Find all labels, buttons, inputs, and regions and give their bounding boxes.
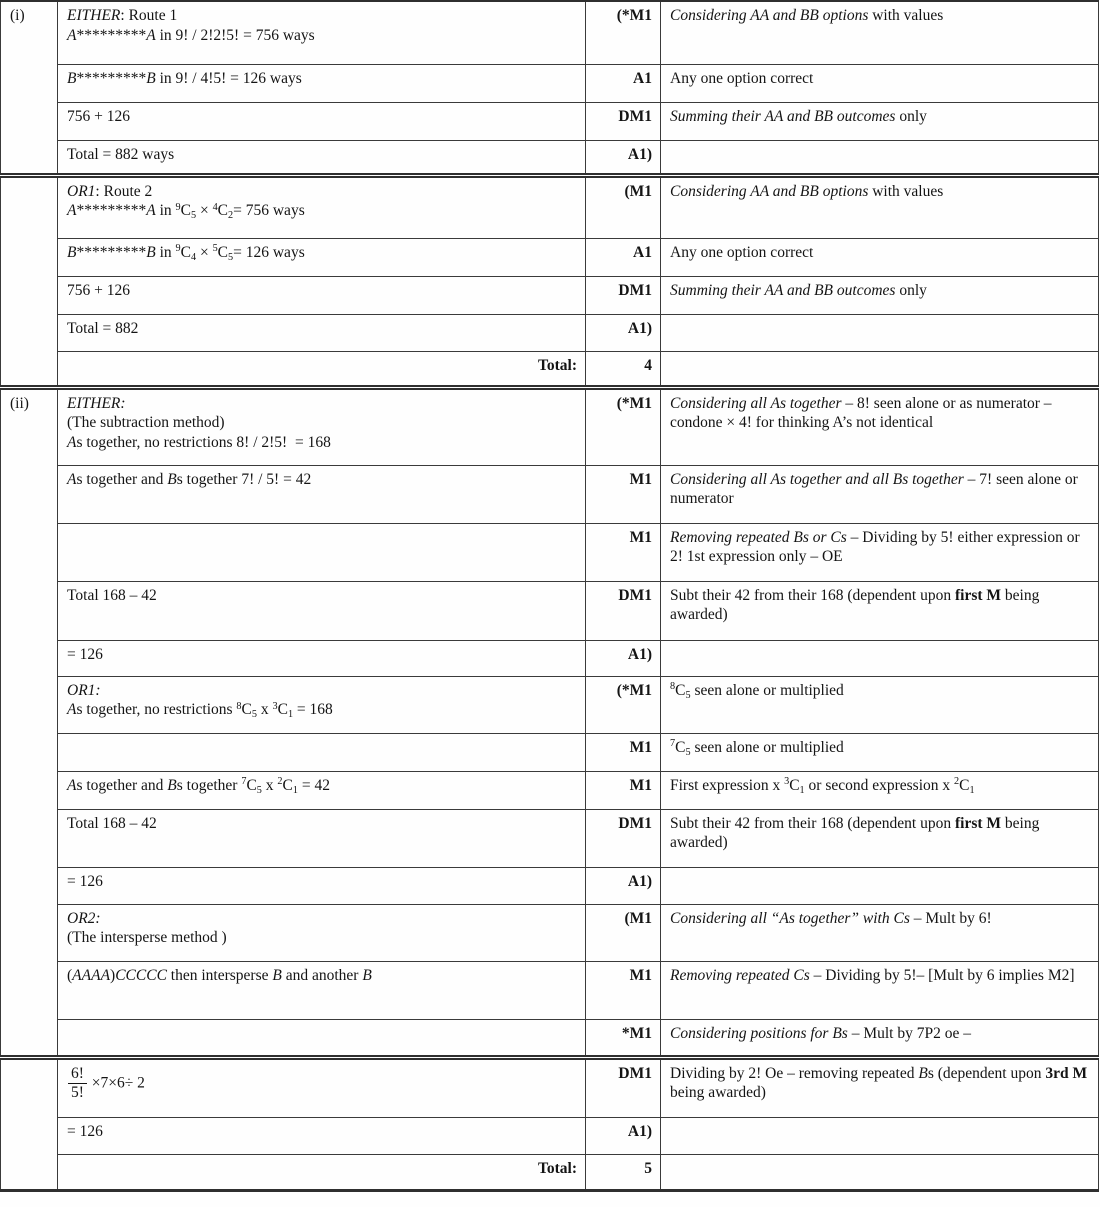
comment-cell — [661, 351, 1099, 387]
comment-cell — [661, 1154, 1099, 1190]
comment-cell — [661, 867, 1099, 904]
working-cell: B*********B in 9! / 4!5! = 126 ways — [58, 64, 586, 102]
comment-cell: Considering all As together and all Bs together – 7! seen alone or numerator — [661, 465, 1099, 523]
table-row — [1, 581, 1099, 640]
table-row — [1, 867, 1099, 904]
table-row — [1, 771, 1099, 809]
working-cell: OR2: (The intersperse method ) — [58, 904, 586, 961]
mark-cell: 4 — [586, 351, 661, 387]
table-row — [1, 904, 1099, 961]
working-cell: OR1: Route 2 A*********A in $^9C_5 \times ^4C_2= 756$ ways — [58, 175, 586, 238]
table-row — [1, 1154, 1099, 1190]
table-row — [1, 140, 1099, 175]
table-row — [1, 733, 1099, 771]
mark-cell: 5 — [586, 1154, 661, 1190]
working-cell: As together and Bs together 7! / 5! = 42 — [58, 465, 586, 523]
table-row — [1, 387, 1099, 465]
comment-cell: Removing repeated Bs or Cs – Dividing by 5! either expression or 2! 1st expression only – OE — [661, 523, 1099, 581]
working-cell: = 126 — [58, 867, 586, 904]
working-cell: (AAAA)CCCCC then intersperse B and another B — [58, 961, 586, 1019]
working-cell: As together and Bs together $^7C_5$ x $^2C_1 = 42$ — [58, 771, 586, 809]
comment-cell — [661, 640, 1099, 676]
comment-cell: Summing their AA and BB outcomes only — [661, 102, 1099, 140]
table-row — [1, 465, 1099, 523]
table-row — [1, 640, 1099, 676]
mark-cell: (*M1 — [586, 676, 661, 733]
comment-cell: Considering all “As together” with Cs – Mult by 6! — [661, 904, 1099, 961]
mark-cell: A1) — [586, 314, 661, 351]
working-cell: Total 168 – 42 — [58, 581, 586, 640]
table-row — [1, 351, 1099, 387]
part-label: (ii) — [1, 387, 58, 1057]
working-cell: Total = 882 ways — [58, 140, 586, 175]
comment-cell: $^7C_5$ seen alone or multiplied — [661, 733, 1099, 771]
mark-cell: (M1 — [586, 175, 661, 238]
table-row — [1, 1057, 1099, 1117]
mark-cell: DM1 — [586, 102, 661, 140]
working-cell: = 126 — [58, 640, 586, 676]
working-cell — [58, 523, 586, 581]
mark-cell: *M1 — [586, 1019, 661, 1057]
table-row — [1, 676, 1099, 733]
comment-cell: $^8C_5$ seen alone or multiplied — [661, 676, 1099, 733]
table-row — [1, 1019, 1099, 1057]
table-row — [1, 961, 1099, 1019]
mark-cell: A1 — [586, 64, 661, 102]
working-cell: OR1: As together, no restrictions $^8C_5$ x $^3C_1 = 168$ — [58, 676, 586, 733]
mark-cell: A1 — [586, 238, 661, 276]
comment-cell: Dividing by 2! Oe – removing repeated Bs (dependent upon 3rd M being awarded) — [661, 1057, 1099, 1117]
table-row — [1, 1, 1099, 64]
mark-cell: DM1 — [586, 276, 661, 314]
working-cell: $\frac{6!}{5!}$ ×7×6÷ 2 — [58, 1057, 586, 1117]
mark-cell: DM1 — [586, 1057, 661, 1117]
working-cell — [58, 1019, 586, 1057]
table-row — [1, 175, 1099, 238]
table-row — [1, 64, 1099, 102]
working-cell: Total 168 – 42 — [58, 809, 586, 867]
working-cell: B*********B in $^9C_4 \times ^5C_5= 126$ ways — [58, 238, 586, 276]
working-cell: Total: — [58, 1154, 586, 1190]
mark-cell: A1) — [586, 1117, 661, 1154]
mark-cell: (*M1 — [586, 1, 661, 64]
comment-cell: Summing their AA and BB outcomes only — [661, 276, 1099, 314]
comment-cell: Considering positions for Bs – Mult by 7P2 oe – — [661, 1019, 1099, 1057]
mark-cell: M1 — [586, 961, 661, 1019]
mark-cell: (*M1 — [586, 387, 661, 465]
mark-cell: M1 — [586, 733, 661, 771]
mark-cell: DM1 — [586, 809, 661, 867]
working-cell — [58, 733, 586, 771]
comment-cell: Subt their 42 from their 168 (dependent upon first M being awarded) — [661, 581, 1099, 640]
part-label: (i) — [1, 1, 58, 175]
mark-cell: (M1 — [586, 904, 661, 961]
working-cell: Total = 882 — [58, 314, 586, 351]
comment-cell: Subt their 42 from their 168 (dependent upon first M being awarded) — [661, 809, 1099, 867]
table-row — [1, 314, 1099, 351]
working-cell: EITHER: (The subtraction method) As together, no restrictions 8! / 2!5! = 168 — [58, 387, 586, 465]
working-cell: 756 + 126 — [58, 102, 586, 140]
table-row — [1, 102, 1099, 140]
comment-cell: Any one option correct — [661, 238, 1099, 276]
mark-cell: DM1 — [586, 581, 661, 640]
comment-cell: Removing repeated Cs – Dividing by 5!– [Mult by 6 implies M2] — [661, 961, 1099, 1019]
comment-cell: Considering AA and BB options with values — [661, 1, 1099, 64]
comment-cell — [661, 140, 1099, 175]
mark-cell: M1 — [586, 465, 661, 523]
comment-cell — [661, 1117, 1099, 1154]
comment-cell: First expression x $^3C_1$ or second expression x $^2C_1$ — [661, 771, 1099, 809]
comment-cell: Considering AA and BB options with values — [661, 175, 1099, 238]
table-row — [1, 238, 1099, 276]
table-row — [1, 1117, 1099, 1154]
mark-cell: A1) — [586, 640, 661, 676]
mark-cell: M1 — [586, 771, 661, 809]
part-label — [1, 1057, 58, 1190]
working-cell: = 126 — [58, 1117, 586, 1154]
comment-cell: Considering all As together – 8! seen alone or as numerator – condone × 4! for thinking A’s not identical — [661, 387, 1099, 465]
table-row — [1, 276, 1099, 314]
mark-scheme-table-body — [1, 1, 1099, 1190]
working-cell: 756 + 126 — [58, 276, 586, 314]
comment-cell: Any one option correct — [661, 64, 1099, 102]
mark-cell: M1 — [586, 523, 661, 581]
mark-cell: A1) — [586, 140, 661, 175]
working-cell: EITHER: Route 1 A*********A in 9! / 2!2!5! = 756 ways — [58, 1, 586, 64]
comment-cell — [661, 314, 1099, 351]
mark-cell: A1) — [586, 867, 661, 904]
table-row — [1, 523, 1099, 581]
table-row — [1, 809, 1099, 867]
part-label — [1, 175, 58, 387]
working-cell: Total: — [58, 351, 586, 387]
